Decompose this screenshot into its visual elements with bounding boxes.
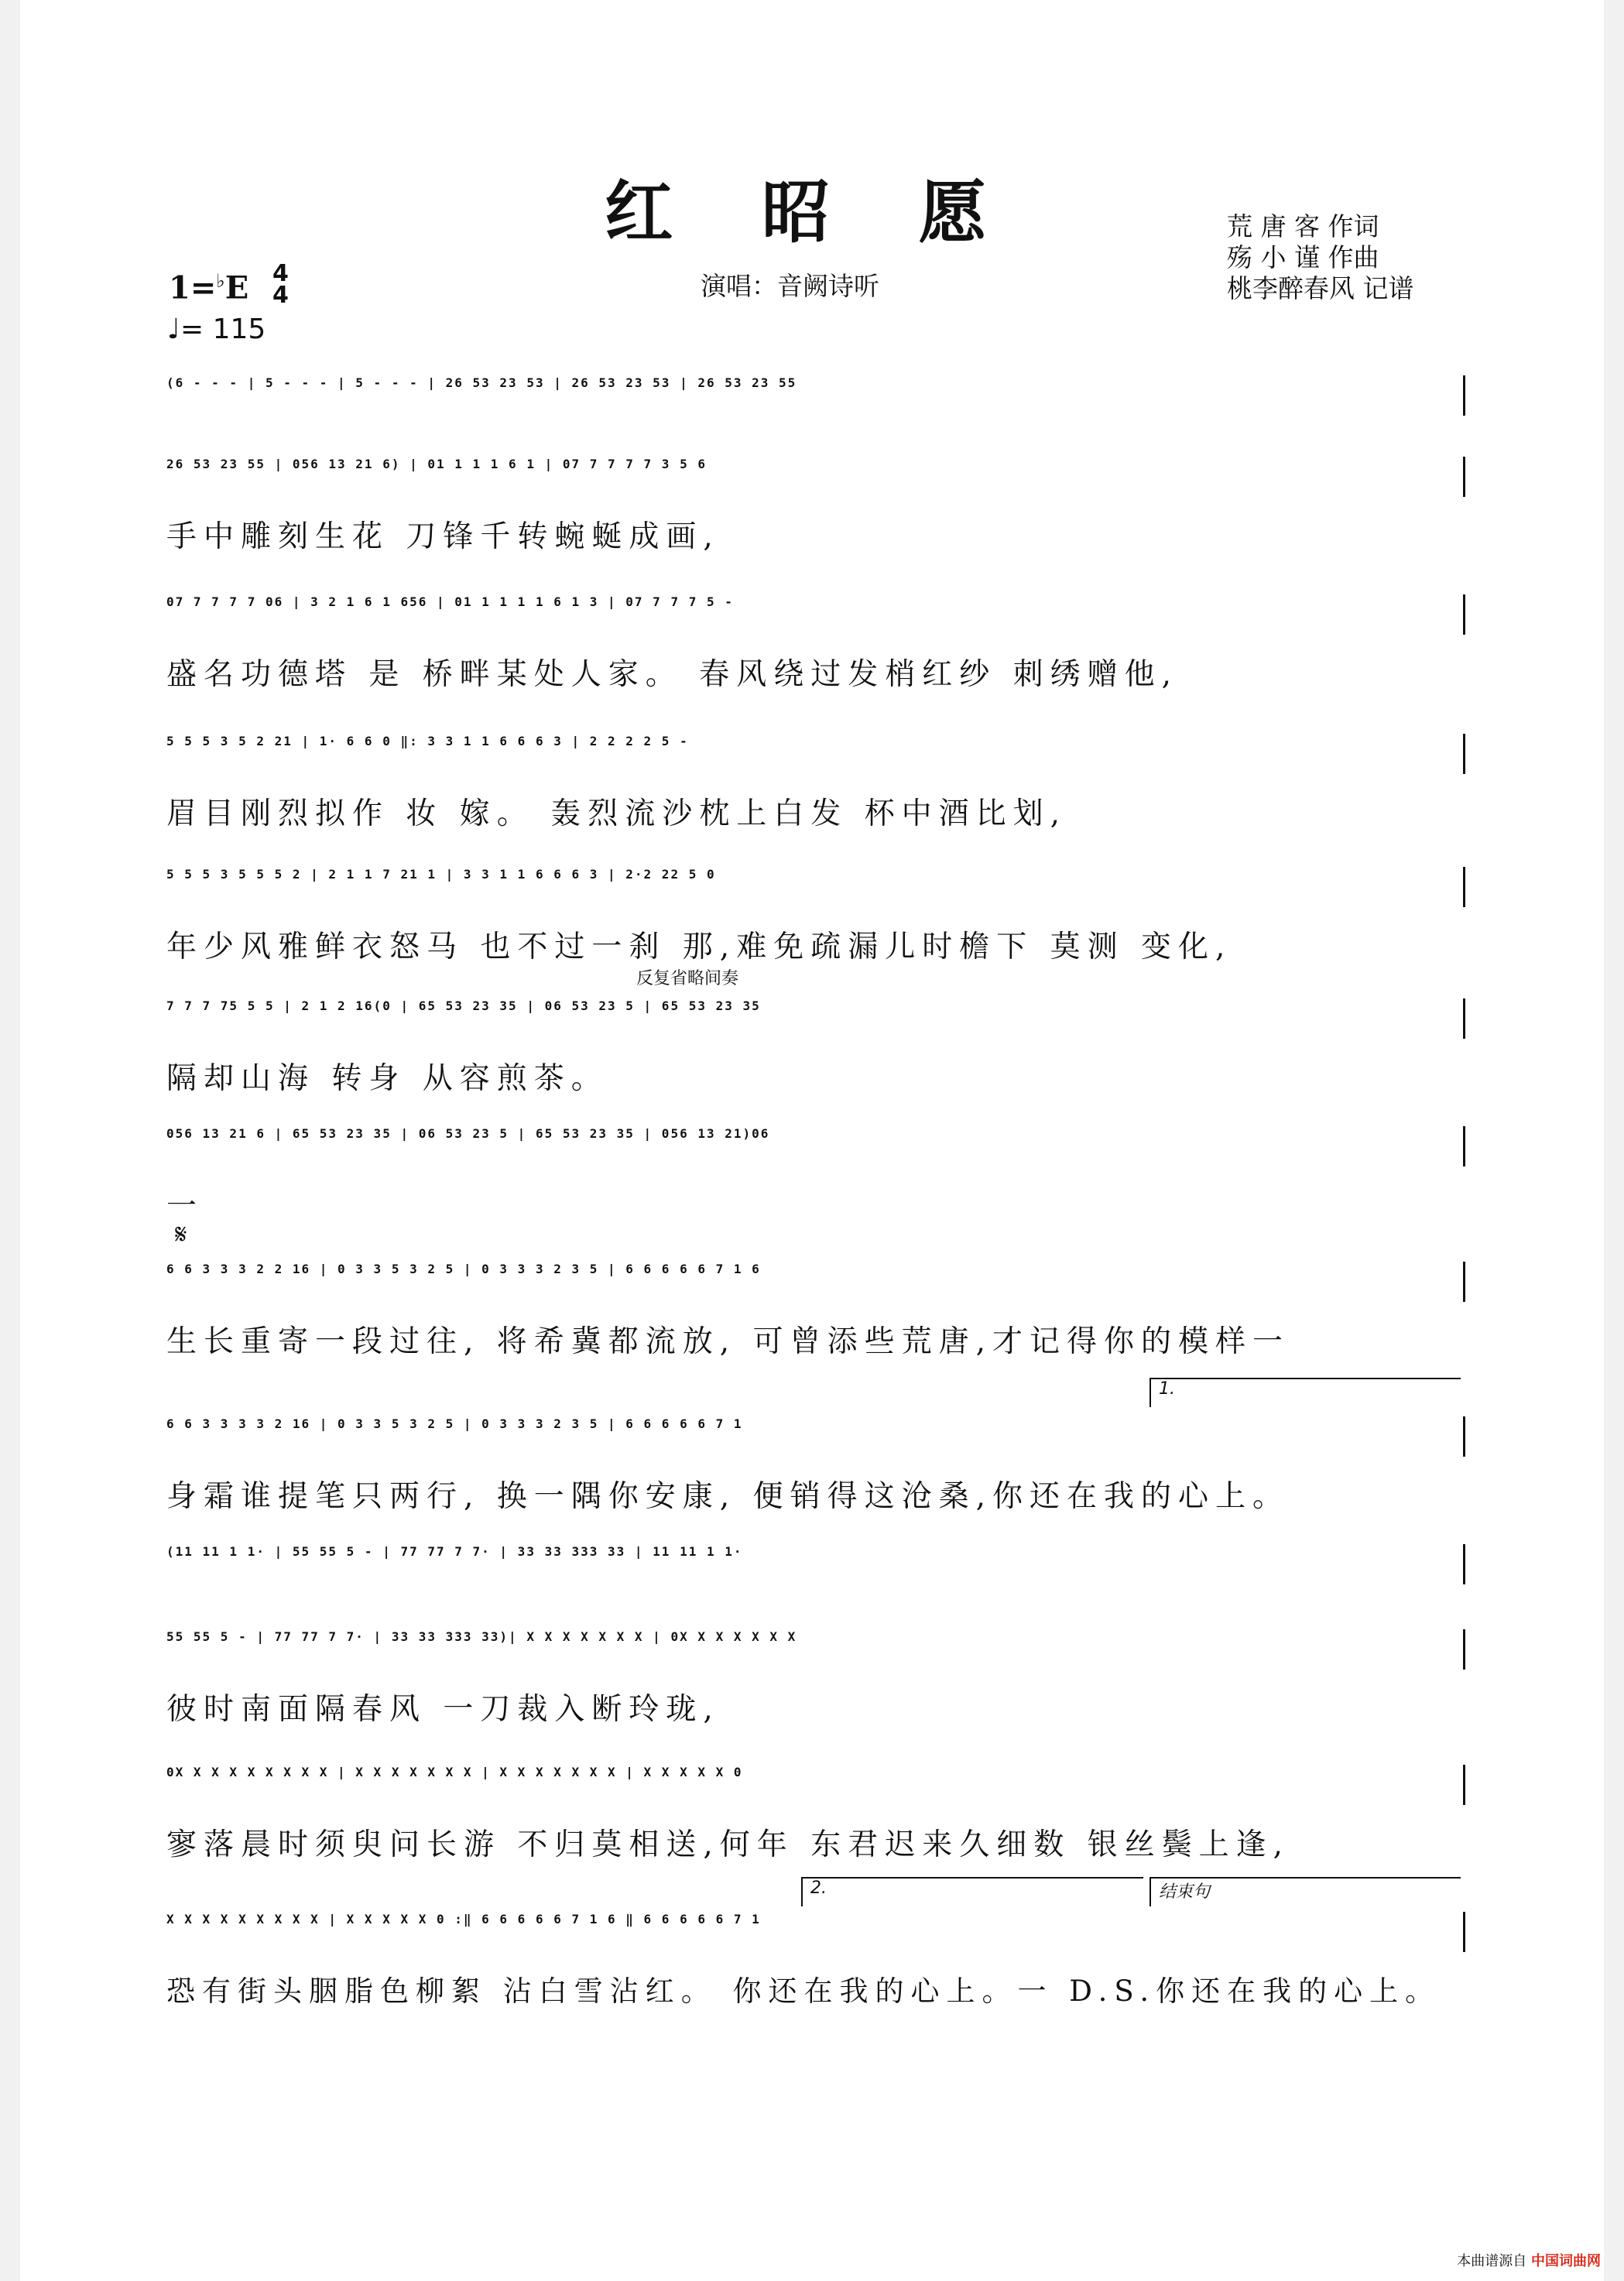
lyric-line: 年少风雅鲜衣怒马 也不过一刹 那,难免疏漏儿时檐下 莫测 变化,: [166, 930, 1232, 964]
lyric-line: 彼时南面隔春风 一刀裁入断玲珑,: [166, 1692, 720, 1727]
barline: [1463, 457, 1465, 497]
page-right-margin: [1604, 0, 1624, 2281]
lyric-line: 手中雕刻生花 刀锋千转蜿蜒成画,: [166, 519, 720, 554]
score-row: 07 7 7 7 7 06 | 3 2 1 6 1 656 | 01 1 1 1 1 6 1 3 | 07 7 7 7 5 -: [166, 594, 1458, 637]
barline: [1463, 867, 1465, 907]
score-row: 056 13 21 6 | 65 53 23 35 | 06 53 23 5 | 65 53 23 35 | 056 13 21)06: [166, 1126, 1458, 1169]
lyric-line: 一: [166, 1189, 204, 1224]
score-row: 6 6 3 3 3 2 2 16 | 0 3 3 5 3 2 5 | 0 3 3 3 2 3 5 | 6 6 6 6 6 7 1 6: [166, 1262, 1458, 1304]
page-left-margin: [0, 0, 20, 2281]
footer-site: 中国词曲网: [1531, 2253, 1601, 2269]
time-signature: [272, 260, 289, 309]
lyric-line: 隔却山海 转身 从容煎茶。: [166, 1061, 608, 1096]
score-row: 7 7 7 75 5 5 | 2 1 2 16(0 | 65 53 23 35 | 06 53 23 5 | 65 53 23 35: [166, 998, 1458, 1041]
score-row: X X X X X X X X X | X X X X X 0 :‖ 6 6 6 6 6 7 1 6 ‖ 6 6 6 6 6 7 1: [166, 1912, 1458, 1954]
lyric-line: 恐有街头胭脂色柳絮 沾白雪沾红。 你还在我的心上。一 D.S.你还在我的心上。: [166, 1974, 1441, 2008]
barline: [1463, 1629, 1465, 1670]
volta-1: 1.: [1149, 1378, 1461, 1407]
lyric-line: 眉目刚烈拟作 妆 嫁。 轰烈流沙枕上白发 杯中酒比划,: [166, 796, 1067, 831]
lyricist-credit: 荒 唐 客 作词: [1227, 211, 1379, 241]
barline: [1463, 594, 1465, 635]
barline: [1463, 734, 1465, 774]
score-row: 6 6 3 3 3 3 2 16 | 0 3 3 5 3 2 5 | 0 3 3 3 2 3 5 | 6 6 6 6 6 7 1: [166, 1416, 1458, 1459]
credits: [1227, 211, 1414, 304]
volta-2: 2.: [801, 1877, 1143, 1906]
score-row: 5 5 5 3 5 5 5 2 | 2 1 1 7 21 1 | 3 3 1 1 6 6 6 3 | 2·2 22 5 0: [166, 867, 1458, 909]
barline: [1463, 1765, 1465, 1805]
lyric-line: 生长重寄一段过往, 将希冀都流放, 可曾添些荒唐,才记得你的模样一: [166, 1324, 1290, 1359]
key-flat: ♭: [216, 269, 225, 292]
meter-top: 4: [272, 260, 289, 287]
song-title: 红 昭 愿: [605, 172, 1019, 252]
source-footer: [1457, 2250, 1601, 2270]
barline: [1463, 375, 1465, 416]
tempo-mark: ♩= 115: [167, 313, 266, 345]
barline: [1463, 1912, 1465, 1952]
barline: [1463, 1262, 1465, 1302]
segno-sign: 𝄋: [175, 1219, 187, 1251]
barline: [1463, 998, 1465, 1039]
composer-credit: 殇 小 谨 作曲: [1227, 242, 1379, 272]
interlude-note: 反复省略间奏: [636, 969, 739, 988]
barline: [1463, 1544, 1465, 1584]
score-row: 55 55 5 - | 77 77 7 7· | 33 33 333 33)| X X X X X X X | 0X X X X X X X: [166, 1629, 1458, 1672]
score-row: (11 11 1 1· | 55 55 5 - | 77 77 7 7· | 33 33 333 33 | 11 11 1 1·: [166, 1544, 1458, 1587]
barline: [1463, 1126, 1465, 1166]
singer-line: 演唱：音阙诗听: [701, 271, 879, 301]
transcriber-credit: 桃李醉春风 记谱: [1227, 273, 1414, 303]
meter-bottom: 4: [272, 282, 289, 309]
score-row: 0X X X X X X X X X | X X X X X X X | X X X X X X X | X X X X X 0: [166, 1765, 1458, 1807]
key-note: E: [224, 269, 249, 307]
lyric-line: 身霜谁提笔只两行, 换一隅你安康, 便销得这沧桑,你还在我的心上。: [166, 1479, 1290, 1514]
score-row: 5 5 5 3 5 2 21 | 1· 6 6 0 ‖: 3 3 1 1 6 6 6 3 | 2 2 2 2 5 -: [166, 734, 1458, 776]
score-row: (6 - - - | 5 - - - | 5 - - - | 26 53 23 53 | 26 53 23 53 | 26 53 23 55: [166, 375, 1458, 418]
key-signature: [169, 269, 248, 306]
lyric-line: 寥落晨时须臾问长游 不归莫相送,何年 东君迟来久细数 银丝鬓上逢,: [166, 1827, 1290, 1862]
footer-text: 本曲谱源自: [1457, 2253, 1527, 2269]
key-prefix: 1=: [169, 269, 217, 307]
lyric-line: 盛名功德塔 是 桥畔某处人家。 春风绕过发梢红纱 刺绣赠他,: [166, 657, 1178, 692]
score-row: 26 53 23 55 | 056 13 21 6) | 01 1 1 1 6 1 | 07 7 7 7 7 3 5 6: [166, 457, 1458, 499]
ending-phrase: 结束句: [1149, 1877, 1461, 1906]
barline: [1463, 1416, 1465, 1457]
